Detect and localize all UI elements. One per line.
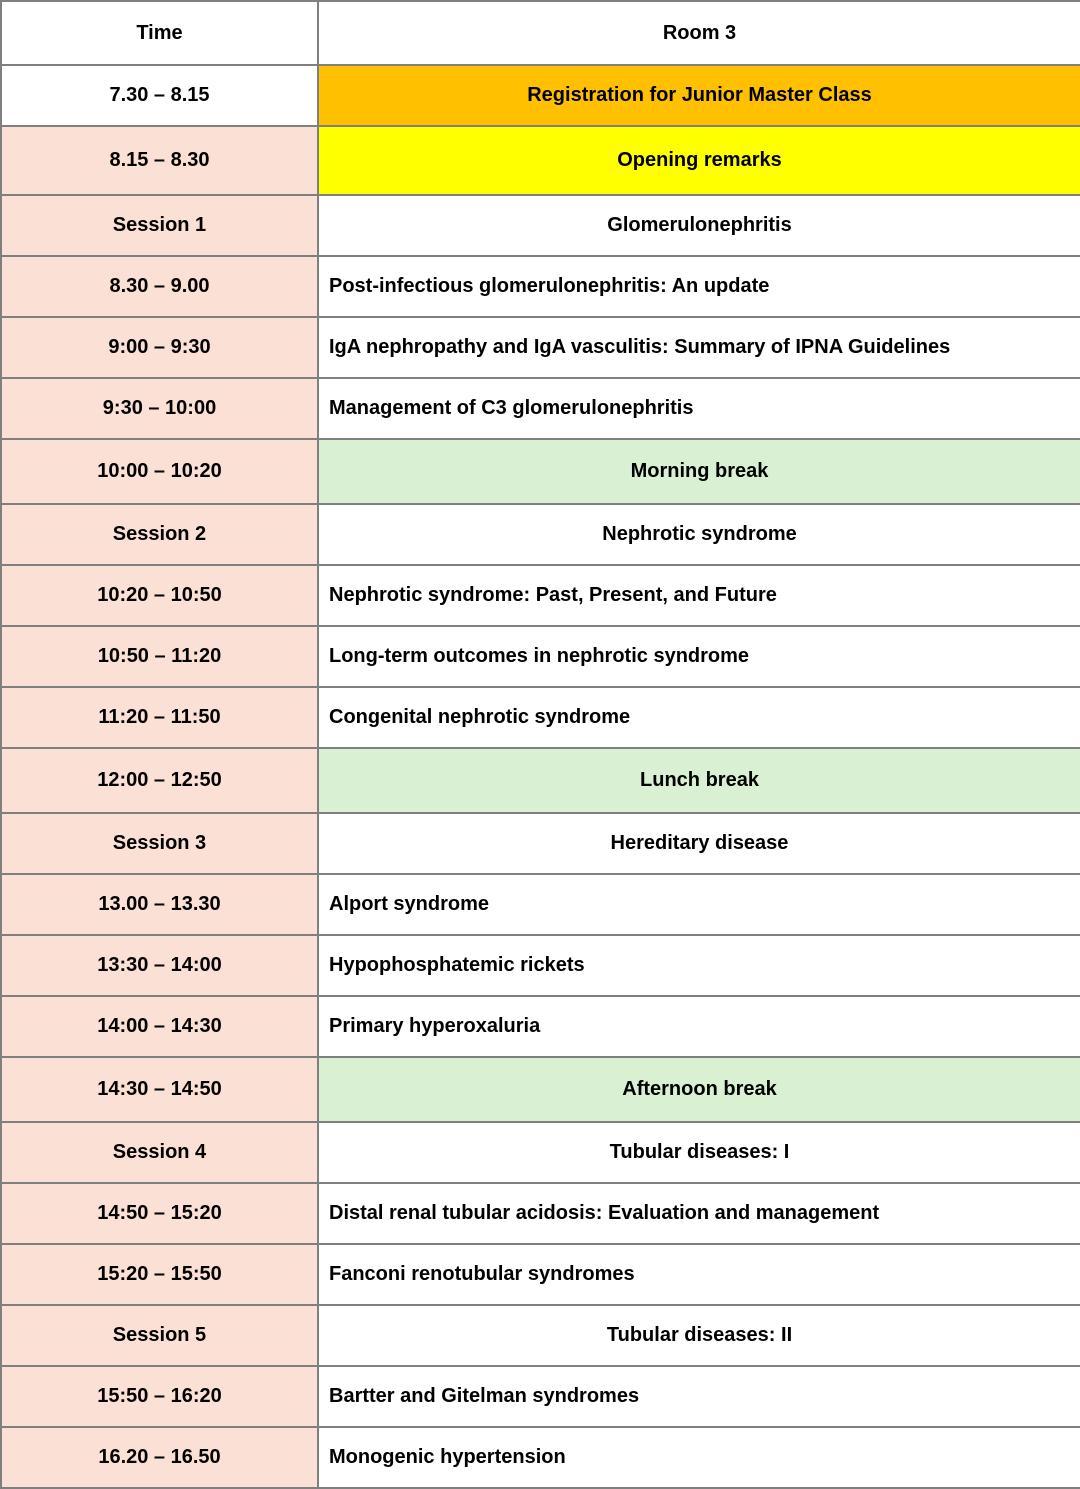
time-column-header: Time — [1, 1, 318, 65]
time-slot: 11:20 – 11:50 — [1, 687, 318, 748]
session-title: Tubular diseases: I — [318, 1122, 1080, 1183]
schedule-row — [1, 935, 1080, 996]
talk-title: Congenital nephrotic syndrome — [318, 687, 1080, 748]
break-label: Afternoon break — [318, 1057, 1080, 1122]
break-row — [1, 1057, 1080, 1122]
talk-title: Nephrotic syndrome: Past, Present, and Future — [318, 565, 1080, 626]
break-label: Lunch break — [318, 748, 1080, 813]
session-label: Session 2 — [1, 504, 318, 565]
talk-title: Fanconi renotubular syndromes — [318, 1244, 1080, 1305]
time-slot: 15:20 – 15:50 — [1, 1244, 318, 1305]
time-slot: 8.15 – 8.30 — [1, 126, 318, 195]
talk-title: Alport syndrome — [318, 874, 1080, 935]
session-title: Glomerulonephritis — [318, 195, 1080, 256]
talk-title: Bartter and Gitelman syndromes — [318, 1366, 1080, 1427]
schedule-body — [1, 65, 1080, 1488]
time-slot: 13:30 – 14:00 — [1, 935, 318, 996]
talk-title: Distal renal tubular acidosis: Evaluation and management — [318, 1183, 1080, 1244]
break-row — [1, 439, 1080, 504]
time-slot: 10:50 – 11:20 — [1, 626, 318, 687]
session-title: Hereditary disease — [318, 813, 1080, 874]
schedule-row — [1, 996, 1080, 1057]
schedule-row — [1, 874, 1080, 935]
time-slot: 16.20 – 16.50 — [1, 1427, 318, 1488]
session-header-row — [1, 813, 1080, 874]
session-label: Session 4 — [1, 1122, 318, 1183]
header-row — [1, 1, 1080, 65]
time-slot: 9:30 – 10:00 — [1, 378, 318, 439]
talk-title: Management of C3 glomerulonephritis — [318, 378, 1080, 439]
talk-title: Monogenic hypertension — [318, 1427, 1080, 1488]
time-slot: 8.30 – 9.00 — [1, 256, 318, 317]
talk-title: Post-infectious glomerulonephritis: An update — [318, 256, 1080, 317]
schedule-row — [1, 1366, 1080, 1427]
break-label: Morning break — [318, 439, 1080, 504]
time-slot: 12:00 – 12:50 — [1, 748, 318, 813]
schedule-row — [1, 317, 1080, 378]
time-slot: 15:50 – 16:20 — [1, 1366, 318, 1427]
schedule-row — [1, 1244, 1080, 1305]
session-label: Session 1 — [1, 195, 318, 256]
time-slot: 13.00 – 13.30 — [1, 874, 318, 935]
schedule-row — [1, 626, 1080, 687]
session-header-row — [1, 504, 1080, 565]
time-slot: 9:00 – 9:30 — [1, 317, 318, 378]
session-header-row — [1, 1122, 1080, 1183]
schedule-row — [1, 256, 1080, 317]
schedule-row — [1, 378, 1080, 439]
time-slot: 14:30 – 14:50 — [1, 1057, 318, 1122]
session-header-row — [1, 195, 1080, 256]
time-slot: 14:50 – 15:20 — [1, 1183, 318, 1244]
schedule-row — [1, 126, 1080, 195]
room-column-header: Room 3 — [318, 1, 1080, 65]
talk-title: IgA nephropathy and IgA vasculitis: Summary of IPNA Guidelines — [318, 317, 1080, 378]
opening-remarks-label: Opening remarks — [318, 126, 1080, 195]
break-row — [1, 748, 1080, 813]
talk-title: Primary hyperoxaluria — [318, 996, 1080, 1057]
session-label: Session 5 — [1, 1305, 318, 1366]
schedule-row — [1, 565, 1080, 626]
time-slot: 14:00 – 14:30 — [1, 996, 318, 1057]
talk-title: Long-term outcomes in nephrotic syndrome — [318, 626, 1080, 687]
session-title: Nephrotic syndrome — [318, 504, 1080, 565]
schedule-row — [1, 687, 1080, 748]
time-slot: 10:00 – 10:20 — [1, 439, 318, 504]
schedule-row — [1, 1183, 1080, 1244]
time-slot: 7.30 – 8.15 — [1, 65, 318, 126]
session-header-row — [1, 1305, 1080, 1366]
registration-label: Registration for Junior Master Class — [318, 65, 1080, 126]
schedule-row — [1, 1427, 1080, 1488]
session-label: Session 3 — [1, 813, 318, 874]
talk-title: Hypophosphatemic rickets — [318, 935, 1080, 996]
schedule-row — [1, 65, 1080, 126]
time-slot: 10:20 – 10:50 — [1, 565, 318, 626]
session-title: Tubular diseases: II — [318, 1305, 1080, 1366]
